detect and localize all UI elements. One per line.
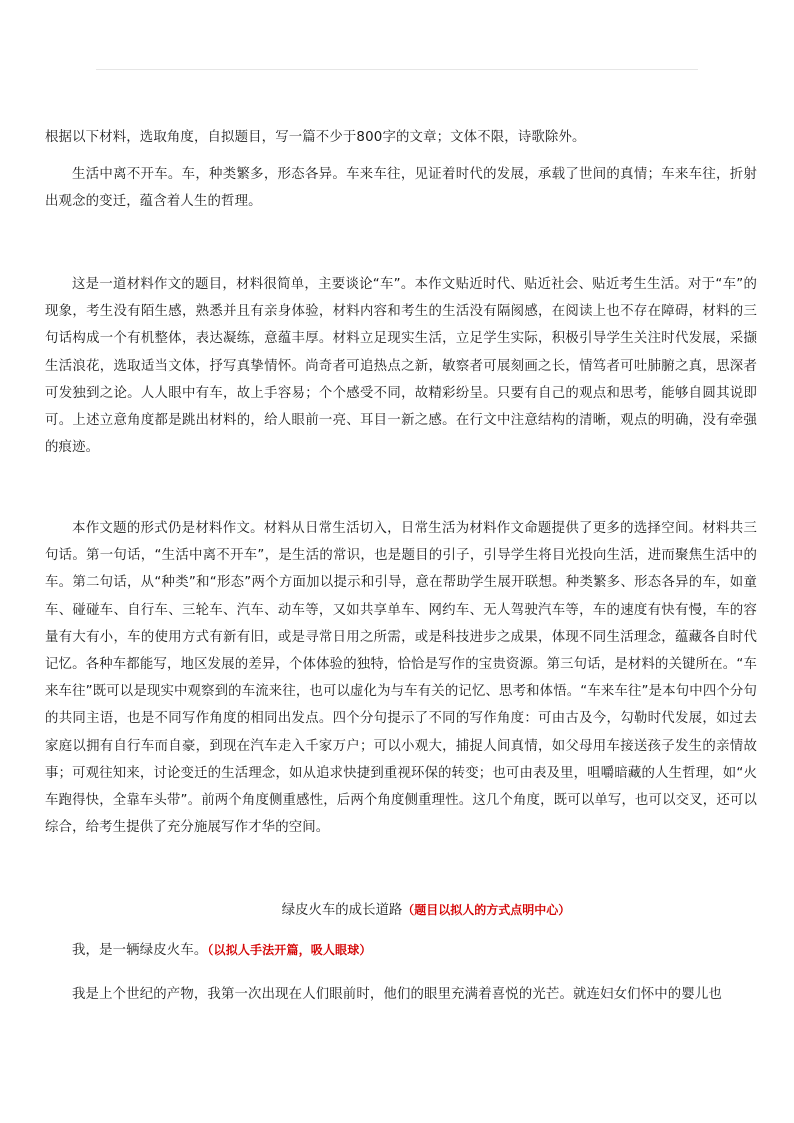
essay-paragraph-1-annotation: （以拟人手法开篇，吸人眼球） <box>207 943 372 957</box>
analysis-paragraph-1: 这是一道材料作文的题目，材料很简单，主要谈论“车”。本作文贴近时代、贴近社会、贴近考生生活。对于“车”的现象，考生没有陌生感，熟悉并且有亲身体验，材料内容和考生的生活没有隔阂感，在阅读上也不存在障碍，材料的三句话构成一个有机整体，表达凝练，意蕴丰厚。材料立足现实生活，立足学生实际，积极引导学生关注时代发展，采撷生活浪花，选取适当文体，抒写真挚情怀。尚奇者可追热点之新，敏察者可展刻画之长，情笃者可吐肺腑之真，思深者可发独到之论。人人眼中有车，故上手容易；个个感受不同，故精彩纷呈。只要有自己的观点和思考，能够自圆其说即可。上述立意角度都是跳出材料的，给人眼前一亮、耳目一新之感。在行文中注意结构的清晰，观点的明确，没有牵强的痕迹。 <box>45 277 757 456</box>
writing-prompt: 根据以下材料，选取角度，自拟题目，写一篇不少于800字的文章；文体不限，诗歌除外。 <box>45 130 586 145</box>
material-paragraph: 生活中离不开车。车，种类繁多，形态各异。车来车往，见证着时代的发展，承载了世间的真情；车来车往，折射出观念的变迁，蕴含着人生的哲理。 <box>45 167 757 210</box>
analysis-paragraph-2: 本作文题的形式仍是材料作文。材料从日常生活切入，日常生活为材料作文命题提供了更多的选择空间。材料共三句话。第一句话，“生活中离不开车”，是生活的常识，也是题目的引子，引导学生将目光投向生活，进而聚焦生活中的车。第二句话，从“种类”和“形态”两个方面加以提示和引导，意在帮助学生展开联想。种类繁多、形态各异的车，如童车、碰碰车、自行车、三轮车、汽车、动车等，又如共享单车、网约车、无人驾驶汽车等，车的速度有快有慢，车的容量有大有小，车的使用方式有新有旧，或是寻常日用之所需，或是科技进步之成果，体现不同生活理念，蕴藏各自时代记忆。各种车都能写，地区发展的差异，个体体验的独特，恰恰是写作的宝贵资源。第三句话，是材料的关键所在。“车来车往”既可以是现实中观察到的车流来往，也可以虚化为与车有关的记忆、思考和体悟。“车来车往”是本句中四个分句的共同主语，也是不同写作角度的相同出发点。四个分句提示了不同的写作角度：可由古及今，勾勒时代发展，如过去家庭以拥有自行车而自豪，到现在汽车走入千家万户；可以小观大，捕捉人间真情，如父母用车接送孩子发生的亲情故事；可观往知来，讨论变迁的生活理念，如从追求快捷到重视环保的转变；也可由表及里，咀嚼暗藏的人生哲理，如“火车跑得快，全靠车头带”。前两个角度侧重感性，后两个角度侧重理性。这几个角度，既可以单写，也可以交叉，还可以综合，给考生提供了充分施展写作才华的空间。 <box>45 521 757 836</box>
essay-title-line <box>45 899 757 922</box>
essay-title-annotation: （题目以拟人的方式点明中心） <box>402 903 571 917</box>
essay-title: 绿皮火车的成长道路 <box>281 903 403 918</box>
essay-paragraph-1 <box>45 937 757 964</box>
page-header-rule <box>96 69 698 70</box>
essay-paragraph-1-text: 我，是一辆绿皮火车。 <box>72 943 208 958</box>
essay-paragraph-2: 我是上个世纪的产物，我第一次出现在人们眼前时，他们的眼里充满着喜悦的光芒。就连妇女们怀中的婴儿也 <box>72 987 722 1002</box>
